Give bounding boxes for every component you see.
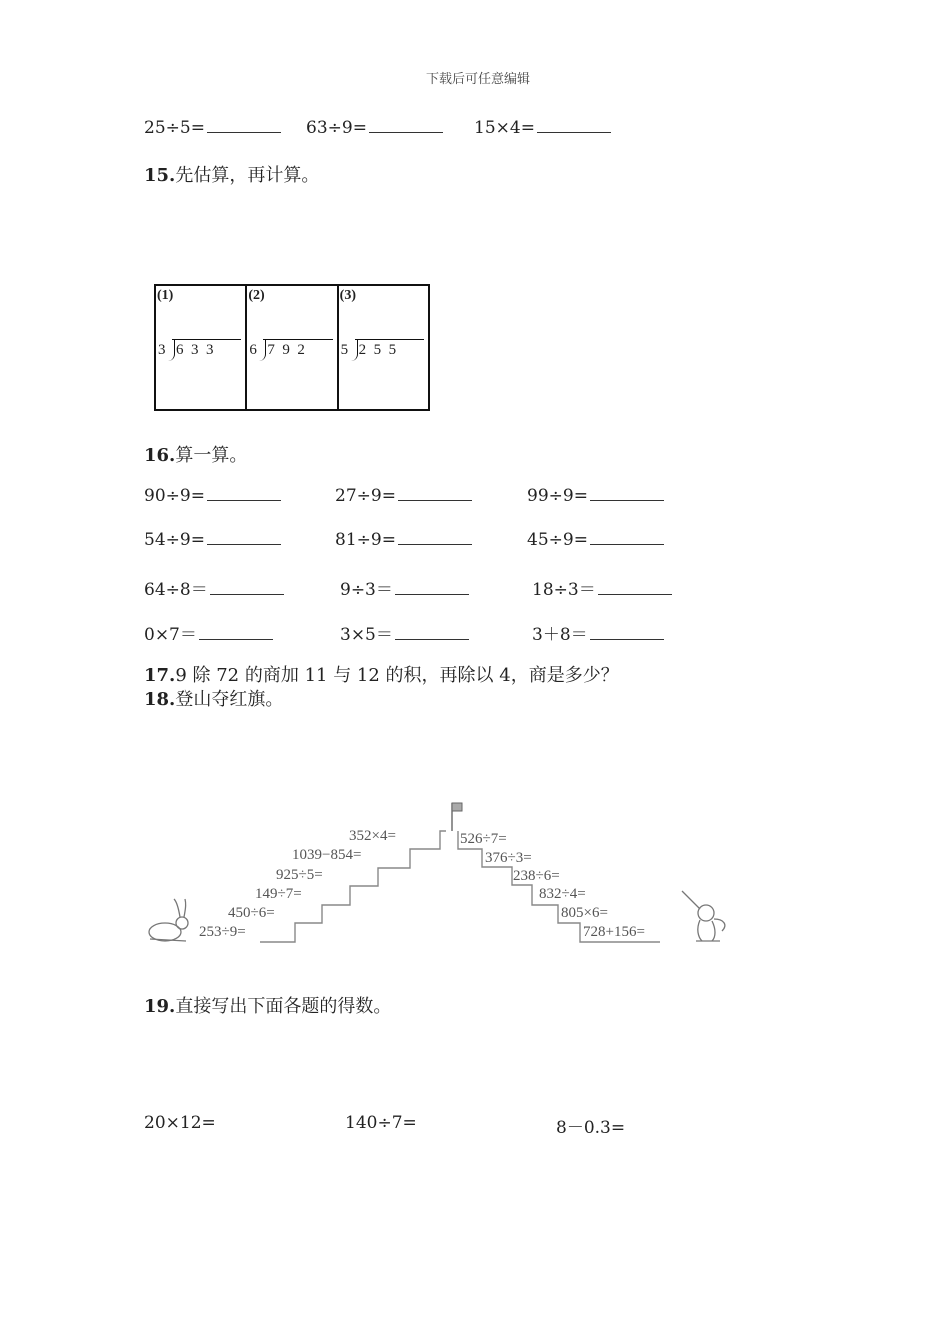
top-eq-3: 15×4=	[474, 118, 611, 138]
question-18: 18.登山夺红旗。	[144, 689, 284, 710]
monkey-icon	[682, 891, 725, 941]
answer-blank[interactable]	[398, 486, 472, 501]
answer-blank[interactable]	[199, 625, 273, 640]
cell-number: (2)	[248, 288, 265, 303]
q16-eq: 45÷9=	[527, 530, 664, 550]
q16-eq: 9÷3＝	[340, 575, 469, 600]
climb-left-4: 149÷7=	[255, 886, 302, 902]
q19-eq-2: 140÷7=	[345, 1113, 417, 1133]
division-box	[154, 284, 430, 411]
division-cell-3	[339, 286, 428, 409]
climb-right-3: 238÷6=	[513, 868, 560, 884]
answer-blank[interactable]	[537, 118, 611, 133]
climb-left-1: 352×4=	[349, 828, 396, 844]
answer-blank[interactable]	[210, 580, 284, 595]
top-eq-1: 25÷5=	[144, 118, 281, 138]
divisor: 5	[340, 342, 349, 358]
question-17: 17.9 除 72 的商加 11 与 12 的积，再除以 4，商是多少？	[144, 665, 619, 686]
divisor: 6	[249, 342, 257, 358]
answer-blank[interactable]	[590, 486, 664, 501]
answer-blank[interactable]	[395, 580, 469, 595]
q16-eq: 81÷9=	[335, 530, 472, 550]
climb-right-4: 832÷4=	[539, 886, 586, 902]
question-16: 16.算一算。	[144, 445, 248, 466]
q19-eq-3: 8－0.3=	[556, 1118, 626, 1138]
climb-left-5: 450÷6=	[228, 905, 275, 921]
q16-eq: 64÷8＝	[144, 575, 284, 600]
climb-right-2: 376÷3=	[485, 850, 532, 866]
climb-right-1: 526÷7=	[460, 831, 507, 847]
climb-right-5: 805×6=	[561, 905, 608, 921]
q19-eq-1: 20×12=	[144, 1113, 216, 1133]
q16-eq: 54÷9=	[144, 530, 281, 550]
rabbit-icon	[149, 899, 188, 941]
flag-icon	[452, 803, 462, 811]
cell-number: (3)	[339, 288, 356, 303]
top-eq-2: 63÷9=	[306, 118, 443, 138]
q16-eq: 0×7＝	[144, 620, 273, 645]
answer-blank[interactable]	[590, 625, 664, 640]
answer-blank[interactable]	[590, 530, 664, 545]
q16-eq: 3＋8＝	[532, 620, 664, 645]
answer-blank[interactable]	[207, 530, 281, 545]
answer-blank[interactable]	[207, 118, 281, 133]
page-header: 下载后可任意编辑	[426, 72, 531, 87]
question-19: 19.直接写出下面各题的得数。	[144, 996, 392, 1017]
answer-blank[interactable]	[598, 580, 672, 595]
question-15: 15.先估算，再计算。	[144, 165, 320, 186]
q16-eq: 27÷9=	[335, 486, 472, 506]
division-cell-1	[156, 286, 247, 409]
q16-eq: 3×5＝	[340, 620, 469, 645]
climb-right-6: 728+156=	[583, 924, 645, 940]
answer-blank[interactable]	[398, 530, 472, 545]
dividend: 2 5 5	[358, 342, 397, 358]
division-cell-2	[247, 286, 338, 409]
climb-left-3: 925÷5=	[276, 867, 323, 883]
dividend: 7 9 2	[267, 342, 305, 358]
answer-blank[interactable]	[369, 118, 443, 133]
q16-eq: 99÷9=	[527, 486, 664, 506]
q16-eq: 18÷3＝	[532, 575, 672, 600]
cell-number: (1)	[157, 288, 174, 303]
answer-blank[interactable]	[207, 486, 281, 501]
climb-left-6: 253÷9=	[199, 924, 246, 940]
divisor: 3	[158, 342, 166, 358]
answer-blank[interactable]	[395, 625, 469, 640]
q16-eq: 90÷9=	[144, 486, 281, 506]
dividend: 6 3 3	[176, 342, 214, 358]
climb-left-2: 1039−854=	[292, 847, 362, 863]
